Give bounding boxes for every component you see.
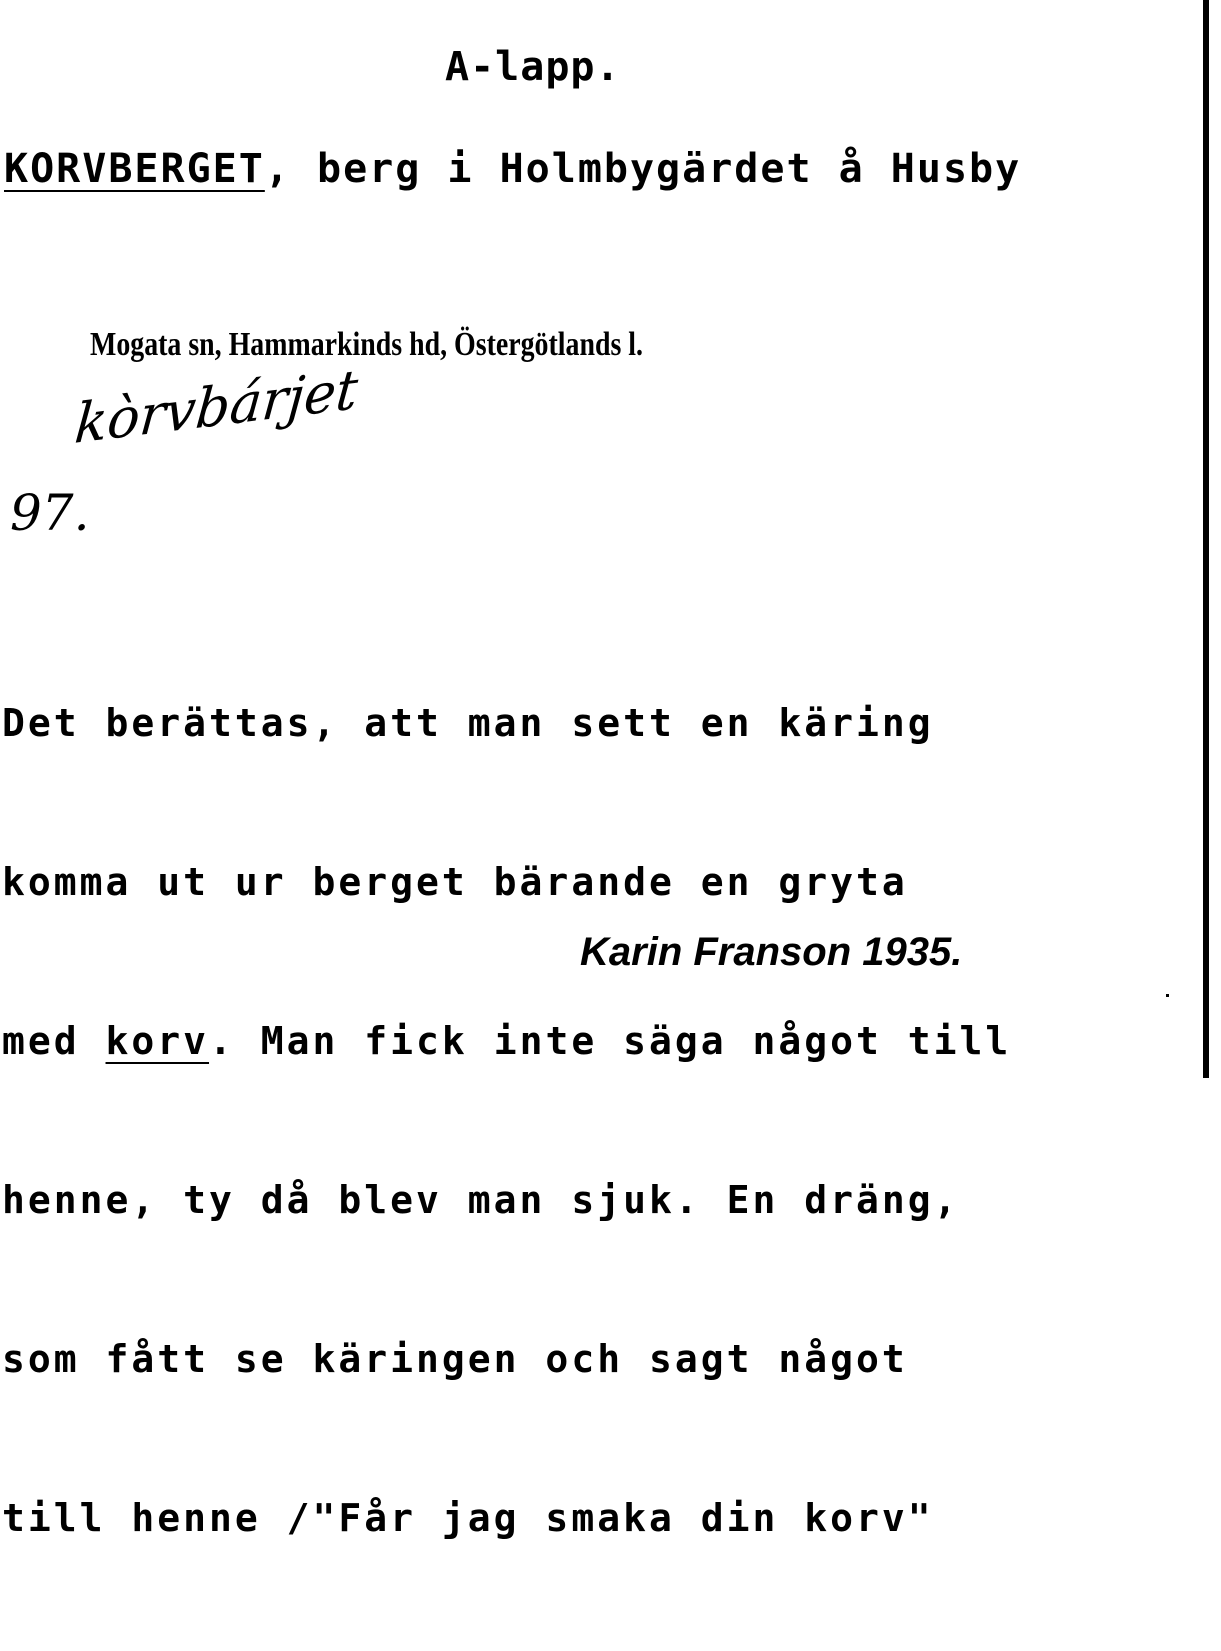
headword-description: , berg i Holmbygärdet å Husby <box>264 146 1022 192</box>
underlined-word: korv <box>105 1019 210 1063</box>
text-line: Det berättas, att man sett en käring <box>2 701 934 745</box>
text-line: med korv. Man fick inte säga något till <box>2 1019 1012 1063</box>
card-edge-border <box>1203 0 1209 1078</box>
headword-line <box>4 146 1021 192</box>
collector-signature: Karin Franson 1935. <box>580 930 963 974</box>
text-line: komma ut ur berget bärande en gryta <box>2 860 908 904</box>
handwritten-dialect-form: kòrvbárjet <box>72 357 361 457</box>
handwritten-number: 97. <box>10 484 90 542</box>
parish-location: Mogata sn, Hammarkinds hd, Östergötlands l. <box>90 326 644 363</box>
text-line: henne, ty då blev man sjuk. En dräng, <box>2 1178 960 1222</box>
narrative-text <box>2 591 1011 1651</box>
text-line: som fått se käringen och sagt något <box>2 1337 908 1381</box>
headword: KORVBERGET <box>4 146 265 192</box>
card-title: A-lapp. <box>445 44 621 90</box>
speck-mark <box>1166 994 1169 997</box>
text-line: till henne /"Får jag smaka din korv" <box>2 1496 934 1540</box>
